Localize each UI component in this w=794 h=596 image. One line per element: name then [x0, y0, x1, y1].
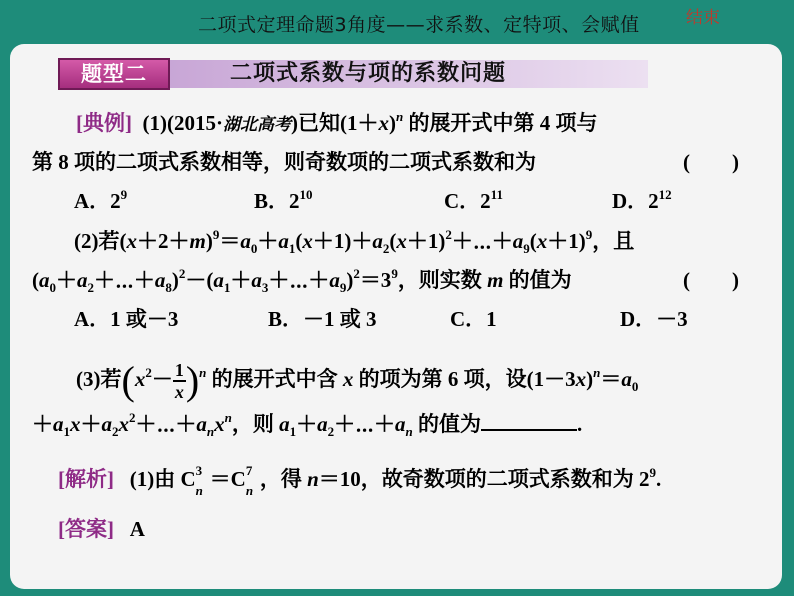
q2-option-c[interactable]: C．1: [450, 307, 497, 331]
q1-exp-n: n: [395, 109, 404, 124]
lesson-title: 二项式定理命题3角度——求系数、定特项、会赋值: [198, 14, 640, 36]
q1-text-a: )已知(1＋: [290, 111, 379, 135]
q1-option-d-label: D．2: [612, 189, 659, 213]
answer-label: [答案]: [58, 517, 114, 541]
q1-option-c[interactable]: [444, 186, 503, 216]
q1-option-b[interactable]: [254, 186, 313, 216]
question-1-line-2: [32, 147, 536, 177]
question-2-line-2: $(a_0+a_2+\cdots+a_8)^2-(a_1+a_3+\cdots+a_9)^2=3^9$，则实数 m 的值为: [32, 266, 572, 295]
q1-option-b-label: B．2: [254, 189, 300, 213]
q1-option-a-exp: 9: [120, 187, 128, 202]
question-1-line-1: [76, 108, 597, 140]
q1-option-c-label: C．2: [444, 189, 491, 213]
q2-realnum-text: ，则实数: [397, 268, 482, 292]
q2-value-text: 的值为: [503, 268, 572, 292]
q2-answer-paren: ( ): [683, 268, 739, 292]
q1-text-b: ): [388, 111, 396, 135]
q3-answer-blank[interactable]: [481, 409, 577, 431]
q3-line2-end: 的值为: [412, 412, 482, 436]
header-bar: [0, 0, 794, 44]
slide-content: [10, 44, 782, 589]
q2-var-m: m: [487, 268, 504, 292]
solution-text-a: (1)由 C: [129, 467, 196, 491]
section-tag: 题型二: [58, 58, 170, 90]
q1-var-x: x: [378, 111, 389, 135]
q1-source: 湖北高考: [222, 115, 291, 134]
example-label: [典例]: [76, 111, 132, 135]
solution-label: [解析]: [58, 467, 114, 491]
q1-option-c-exp: 11: [490, 187, 503, 202]
solution-line: [解析] (1)由 C 3 n ＝C 7 n ，得 n＝10，故奇数项的二项式系数和为 $2^9$.: [58, 463, 662, 498]
q3-prefix: (3)若: [76, 367, 122, 391]
question-3-line-1: (3)若($x^2-$ $\frac{1}{x}$ )$^n$ 的展开式中含 x 的项为第 6 项，设$(1-3x)^n=a_0$: [76, 358, 639, 404]
solution-text-b: ＝C: [209, 467, 246, 491]
q1-text-c: 的展开式中第 4 项与: [403, 111, 598, 135]
q1-prefix: (1)(2015·: [142, 111, 223, 135]
q3-frac-den: x: [174, 382, 184, 403]
solution-text-c: ，得: [259, 467, 308, 491]
q1-option-d[interactable]: [612, 186, 672, 216]
section-title: 二项式系数与项的系数问题: [230, 61, 507, 86]
q1-option-a[interactable]: [74, 186, 127, 216]
solution-exp: 9: [649, 465, 657, 480]
solution-n-value: ＝10，故奇数项的二项式系数和为 2: [318, 467, 650, 491]
q2-option-a[interactable]: A．1 或－3: [74, 307, 179, 331]
q2-prefix: (2)若(: [74, 229, 127, 253]
q3-fraction: [173, 360, 186, 402]
q1-option-b-exp: 10: [299, 187, 313, 202]
q3-frac-num: 1: [174, 360, 184, 381]
q1-option-d-exp: 12: [658, 187, 672, 202]
answer-line: [58, 514, 145, 544]
question-2-line-1: (2)若$(x+2+m)^9=a_0+a_1(x+1)+a_2(x+1)^2+\cdots+a_9(x+1)^9$，且: [74, 227, 635, 256]
q3-term-text: 的项为第 6 项，设(1－3: [353, 367, 576, 391]
q2-option-b[interactable]: B．－1 或 3: [268, 307, 377, 331]
q3-period: .: [577, 412, 583, 436]
q1-option-a-label: A．2: [74, 189, 121, 213]
end-button[interactable]: 结束: [686, 8, 720, 28]
q1-line2-text: 第 8 项的二项式系数相等，则奇数项的二项式系数和为: [32, 150, 536, 174]
q1-answer-paren: ( ): [683, 150, 739, 174]
answer-value: A: [129, 517, 145, 541]
question-3-line-2: $+a_1x+a_2x^2+\cdots+a_nx^n$，则 $a_1+a_2+\cdots+a_n$ 的值为 .: [32, 410, 583, 439]
solution-period: .: [656, 467, 662, 491]
q3-var-x: x: [342, 367, 354, 391]
q3-mid-text: 的展开式中含: [206, 367, 343, 391]
q2-option-d[interactable]: D．－3: [620, 307, 688, 331]
